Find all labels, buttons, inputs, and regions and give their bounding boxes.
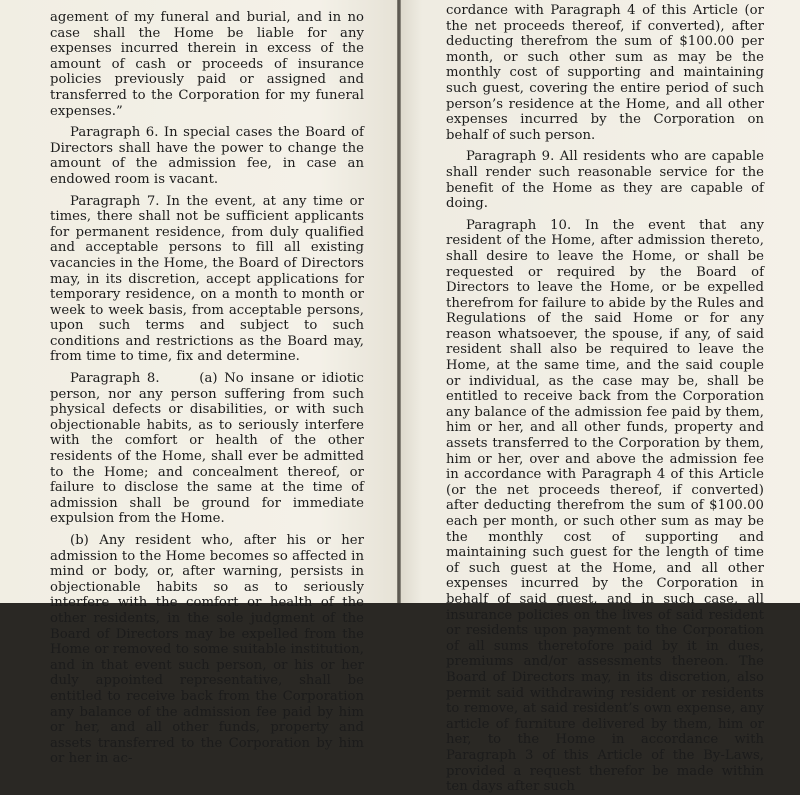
right-paragraph-continuation: cordance with Paragraph 4 of this Article (or the net proceeds thereof, if converted), after deducting therefrom the sum of $100.00 per month, or such other sum as may be the monthly cost of supporting and maintaining such guest, covering the entire period of such person’s residence at the Home, and all other expenses incurred by the Corporation on behalf of such person.	[446, 3, 764, 143]
paragraph-9: Paragraph 9. All residents who are capable shall render such reasonable service for the benefit of the Home as they are capable of doing.	[446, 149, 764, 212]
paragraph-8a: Paragraph 8. (a) No insane or idiotic person, nor any person suffering from such physical defects or disabilities, or with such objectionable habits, as to seriously interfere with the comfort or health of the other residents of the Home, shall ever be admitted to the Home; and concealment thereof, or failure to disclose the same at the time of admission shall be ground for immediate expulsion from the Home.	[50, 371, 369, 527]
paragraph-8b: (b) Any resident who, after his or her admission to the Home becomes so affected in mind or body, or, after warning, persists in objectionable habits so as to seriously interfere with the comfort or health of the other residents, in the sole judgment of the Board of Directors may be expelled from the Home or removed to some suitable institution, and in that event such person, or his or her duly appointed representative, shall be entitled to receive back from the Corporation any balance of the admission fee paid by him or her, and all other funds, property and assets transferred to the Corporation by him or her in ac-	[50, 533, 364, 767]
paragraph-10: Paragraph 10. In the event that any resident of the Home, after admission thereto, shall desire to leave the Home, or shall be requested or required by the Board of Directors to leave the Home, or be expelled therefrom for failure to abide by the Rules and Regulations of the said Home or for any reason whatsoever, the spouse, if any, of said resident shall also be required to leave the Home, at the same time, and the said couple or individual, as the case may be, shall be entitled to receive back from the Corporation any balance of the admission fee paid by them, him or her, and all other funds, property and assets transferred to the Corporation by them, him or her, over and above the admission fee in accordance with Paragraph 4 of this Article (or the net proceeds thereof, if converted) after deducting therefrom the sum of $100.00 each per month, or such other sum as may be the monthly cost of supporting and maintaining such guest for the length of time of such guest at the Home, and all other expenses incurred by the Corporation in behalf of said guest, and in such case, all insurance policies on the lives of said resident or residents upon payment to the Corporation of all sums theretofore paid by it in dues, premiums and/or assessments thereon. The Board of Directors may, in its discretion, also permit said withdrawing resident or residents to remove, at said resident’s own expense, any article of furniture delivered by them, him or her, to the Home in accordance with Paragraph 3 of this Article of the By-Laws, provided a request therefor be made within ten days after such	[446, 217, 764, 795]
paragraph-7: Paragraph 7. In the event, at any time or times, there shall not be sufficient applicants for permanent residence, from duly qualified and acceptable persons to fill all existing vacancies in the Home, the Board of Directors may, in its discretion, accept applications for temporary residence, on a month to month or week to week basis, from acceptable persons, upon such terms and subject to such conditions and restrictions as the Board may, from time to time, fix and determine.	[50, 193, 364, 365]
left-page	[0, 0, 398, 767]
book-gutter	[397, 0, 401, 603]
right-page	[398, 0, 800, 795]
left-paragraph-continuation: agement of my funeral and burial, and in no case shall the Home be liable for any expenses incurred therein in excess of the amount of cash or proceeds of insurance policies previously paid or assigned and transferred to the Corporation for my funeral expenses.”	[50, 10, 364, 119]
paragraph-6: Paragraph 6. In special cases the Board of Directors shall have the power to change the amount of the admission fee, in case an endowed room is vacant.	[50, 125, 364, 187]
